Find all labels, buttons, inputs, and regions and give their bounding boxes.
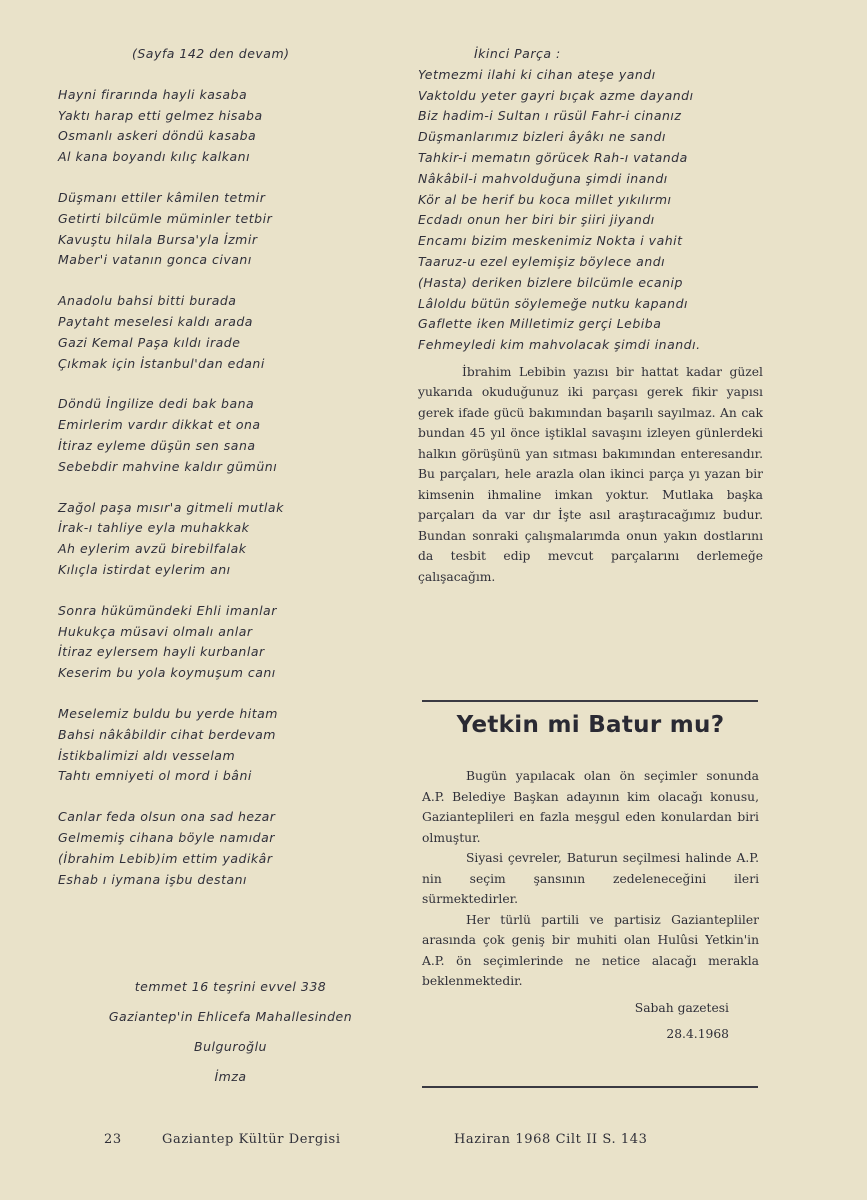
poem-stanza [58,601,403,684]
part-two-line: Tahkir-i mematın görücek Rah-ı vatanda [418,149,688,165]
part-two-line: Gaflette iken Milletimiz gerçi Lebiba [418,316,662,332]
issue-info: Haziran 1968 Cilt II S. 143 [454,1132,648,1147]
poem-line: Meselemiz buldu bu yerde hitam [58,705,278,721]
poem-stanza [58,85,403,168]
signature-place: Gaziantep'in Ehlicefa Mahallesinden [108,1009,353,1024]
poem-line: Ah eylerim avzü birebilfalak [58,541,247,557]
poem-line: Getirti bilcümle müminler tetbir [58,210,273,226]
article-date: 28.4.1968 [666,1027,729,1041]
poem-line: İtiraz eyleme düşün sen sana [58,437,256,453]
poem-line: Çıkmak için İstanbul'dan edani [58,355,265,371]
poem-line: Yaktı harap etti gelmez hisaba [58,107,263,123]
article-source: Sabah gazetesi [634,1000,729,1015]
article-paragraph: Siyasi çevreler, Baturun seçilmesi halinde A.P. nin seçim şansının zedeleneceğini ileri sürmektedirler. [422,851,759,906]
part-two-line: (Hasta) deriken bizlere bilcümle ecanip [418,274,683,290]
poem-line: Emirlerim vardır dikkat et ona [58,417,261,433]
part-two-line: Ecdadı onun her biri bir şiiri jiyandı [418,212,655,228]
poem-line: Bahsi nâkâbildir cihat berdevam [58,726,276,742]
poem-line: Kavuştu hilala Bursa'yla İzmir [58,231,258,247]
part-two-line: Vaktoldu yeter gayri bıçak azme dayandı [418,87,694,103]
poem-line: Sonra hükümündeki Ehli imanlar [58,602,277,618]
part-two-line: Fehmeyledi kim mahvolacak şimdi inandı. [418,337,701,353]
poem-stanza [58,498,403,581]
poem-line: Eshab ı iymana işbu destanı [58,871,248,887]
poem-line: Döndü İngilize dedi bak bana [58,396,255,412]
poem-line: Gazi Kemal Paşa kıldı irade [58,334,241,350]
poem-line: İtiraz eylersem hayli kurbanlar [58,644,265,660]
poem-line: Anadolu bahsi bitti burada [58,293,237,309]
poem-line: Tahtı emniyeti ol mord i bâni [58,768,252,784]
poem-line: Canlar feda olsun ona sad hezar [58,809,276,825]
poem-line: Hayni firarında hayli kasaba [58,86,248,102]
poem-line: (İbrahim Lebib)im ettim yadikâr [58,850,273,866]
poem-line: Maber'i vatanın gonca civanı [58,252,252,268]
poem-line: Düşmanı ettiler kâmilen tetmir [58,189,266,205]
poem-line: Hukukça müsavi olmalı anlar [58,623,253,639]
poem-stanzas [58,85,403,891]
part-two-line: Nâkâbil-i mahvolduğuna şimdi inandı [418,170,668,186]
signature-date: temmet 16 teşrini evvel 338 [134,979,327,994]
poem-stanza [58,704,403,787]
signature-name: Bulguroğlu [194,1039,267,1054]
divider-bottom [422,1086,758,1088]
right-column [418,44,763,587]
poem-column [58,44,403,910]
poem-stanza [58,807,403,890]
part-two-line: Yetmezmi ilahi ki cihan ateşe yandı [418,66,656,82]
part-two-line: Lâloldu bütün söylemeğe nutku kapandı [418,295,689,311]
journal-name: Gaziantep Kültür Dergisi [162,1132,341,1147]
article-paragraph: Her türlü partili ve partisiz Gaziantepliler arasında çok geniş bir muhiti olan Hulûsi Yetkin'in A.P. ön seçimlerinde ne netice alacağı merakla beklenmektedir. [422,912,759,988]
poem-line: Kılıçla istirdat eylerim anı [58,561,231,577]
part-two-line: Biz hadim-i Sultan ı rüsül Fahr-i cinanız [418,108,682,124]
article-title: Yetkin mi Batur mu? [456,712,725,738]
part-two-heading: İkinci Parça : [474,46,561,61]
poem-stanza [58,291,403,374]
article-paragraph: Bugün yapılacak olan ön seçimler sonunda A.P. Belediye Başkan adayının kim olacağı konusu, Gazianteplileri en fazla meşgul eden konulardan biri olmuştur. [422,769,759,845]
part-two-line: Düşmanlarımız bizleri âyâkı ne sandı [418,129,666,145]
signature-label: İmza [214,1069,247,1084]
poem-line: İstikbalimizi aldı vesselam [58,747,236,763]
continuation-note: (Sayfa 142 den devam) [132,46,290,61]
part-two-poem [418,65,763,356]
poem-line: Sebebdir mahvine kaldır gümünı [58,458,278,474]
poem-line: Gelmemiş cihana böyle namıdar [58,829,275,845]
part-two-line: Encamı bizim meskenimiz Nokta i vahit [418,233,683,249]
page-footer [0,1132,867,1156]
poem-line: Al kana boyandı kılıç kalkanı [58,149,251,165]
poem-line: Osmanlı askeri döndü kasaba [58,128,257,144]
divider-top [422,700,758,702]
poem-line: Paytaht meselesi kaldı arada [58,313,253,329]
poem-line: İrak-ı tahliye eyla muhakkak [58,520,250,536]
part-two-line: Kör al be herif bu koca millet yıkılırmı [418,191,672,207]
part-two-line: Taaruz-u ezel eylemişiz böylece andı [418,253,666,269]
poem-signature [58,972,403,1092]
poem-line: Zağol paşa mısır'a gitmeli mutlak [58,499,284,515]
poem-line: Keserim bu yola koymuşum canı [58,665,276,681]
poem-stanza [58,394,403,477]
news-article [422,766,759,1045]
commentary-paragraph: İbrahim Lebibin yazısı bir hattat kadar güzel yukarıda okuduğunuz iki parçası gerek fikir yapısı gerek ifade gücü bakımından başarılı sayılmaz. An cak bundan 45 yıl önce iştiklal savaşını izleyen günlerdeki halkın görüşünü yan sıtması bakımından enteresandır. Bu parçaları, hele arazla olan ikinci parça yı yazan bir kimsenin ihmaline imkan yoktur. Mutlaka başka parçaları da var dır İşte asıl araştıracağımız budur. Bundan sonraki çalışmalarımda onun yakın dostlarını da tesbit edip mevcut parçalarını derlemeğe çalışacağım. [418,364,763,584]
poem-stanza [58,188,403,271]
page-number: 23 [104,1132,122,1147]
